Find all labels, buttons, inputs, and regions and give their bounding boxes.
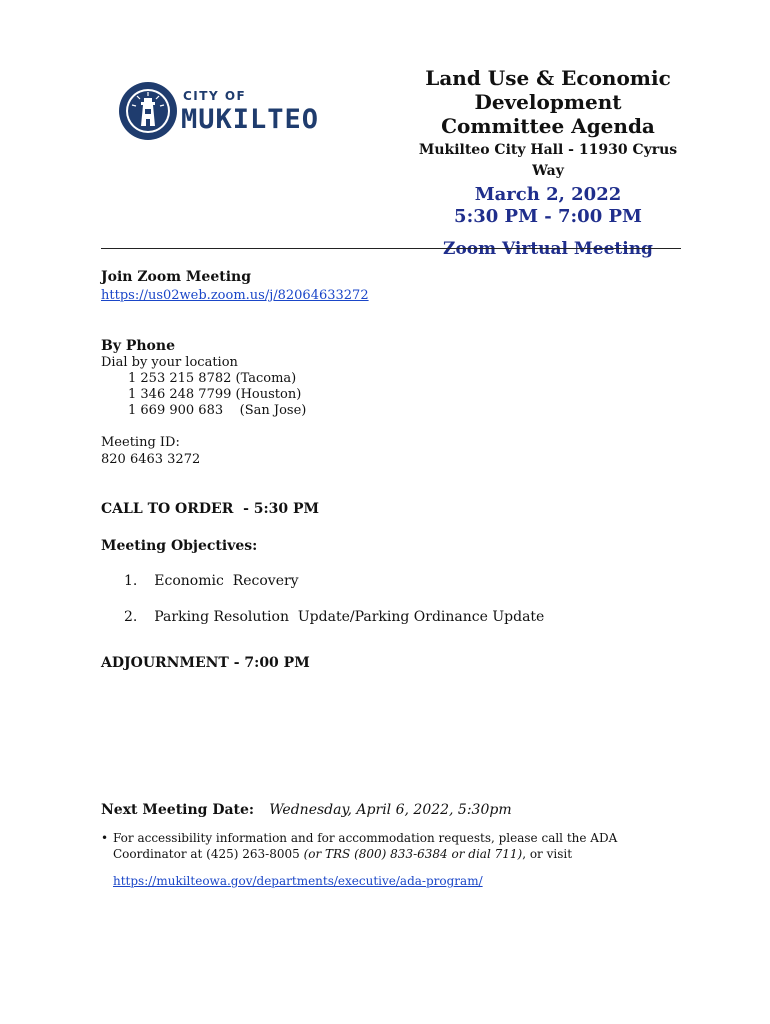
meeting-date: March 2, 2022 bbox=[474, 184, 622, 205]
ada-text-part: , or visit bbox=[522, 847, 573, 861]
adjournment: ADJOURNMENT - 7:00 PM bbox=[101, 655, 310, 671]
title-line-2: Development bbox=[474, 90, 622, 114]
phone-number-list bbox=[128, 371, 306, 419]
header-divider bbox=[101, 248, 681, 249]
objectives-heading: Meeting Objectives: bbox=[101, 538, 258, 554]
call-to-order: CALL TO ORDER - 5:30 PM bbox=[101, 501, 320, 517]
ada-text-part: For accessibility information and for accommodation requests, please call the ADA Coordinator at (425) 263-8005 bbox=[113, 831, 618, 861]
zoom-meeting-link[interactable]: https://us02web.zoom.us/j/82064633272 bbox=[101, 288, 369, 303]
objective-number: 1. bbox=[124, 573, 138, 589]
meeting-time: 5:30 PM - 7:00 PM bbox=[454, 206, 642, 227]
meeting-venue: Zoom Virtual Meeting bbox=[443, 239, 653, 259]
bullet-icon: • bbox=[101, 831, 109, 845]
meeting-id-value: 820 6463 3272 bbox=[101, 452, 201, 467]
title-line-3: Committee Agenda bbox=[441, 114, 655, 138]
objective-item bbox=[124, 573, 299, 589]
objective-number: 2. bbox=[124, 609, 138, 625]
ada-text-trs: (or TRS (800) 833-6384 or dial 711) bbox=[303, 847, 523, 861]
phone-number: 1 253 215 8782 (Tacoma) bbox=[128, 371, 297, 386]
agenda-header bbox=[408, 66, 688, 260]
ada-text bbox=[113, 830, 681, 862]
objective-text: Economic Recovery bbox=[154, 573, 299, 589]
logo-city-of: CITY OF bbox=[183, 89, 247, 103]
phone-number: 1 669 900 683 (San Jose) bbox=[128, 403, 307, 418]
phone-heading: By Phone bbox=[101, 338, 175, 354]
objective-item bbox=[124, 609, 544, 625]
location-line-1: Mukilteo City Hall - 11930 Cyrus bbox=[418, 142, 678, 158]
next-meeting-date: Wednesday, April 6, 2022, 5:30pm bbox=[269, 802, 512, 818]
phone-number: 1 346 248 7799 (Houston) bbox=[128, 387, 302, 402]
ada-program-link[interactable]: https://mukilteowa.gov/departments/executive/ada-program/ bbox=[113, 874, 483, 888]
ada-notice bbox=[101, 830, 681, 862]
lighthouse-seal-icon bbox=[117, 80, 179, 142]
next-meeting-label: Next Meeting Date: bbox=[101, 802, 255, 818]
dial-instructions: Dial by your location bbox=[101, 355, 238, 370]
meeting-id-label: Meeting ID: bbox=[101, 435, 180, 450]
next-meeting bbox=[101, 799, 512, 818]
title-line-1: Land Use & Economic bbox=[425, 66, 671, 90]
logo-city-name: MUKILTEO bbox=[181, 104, 320, 135]
location-line-2: Way bbox=[532, 163, 564, 179]
objective-text: Parking Resolution Update/Parking Ordinance Update bbox=[154, 609, 545, 625]
city-logo bbox=[117, 80, 367, 144]
zoom-heading: Join Zoom Meeting bbox=[101, 269, 251, 285]
